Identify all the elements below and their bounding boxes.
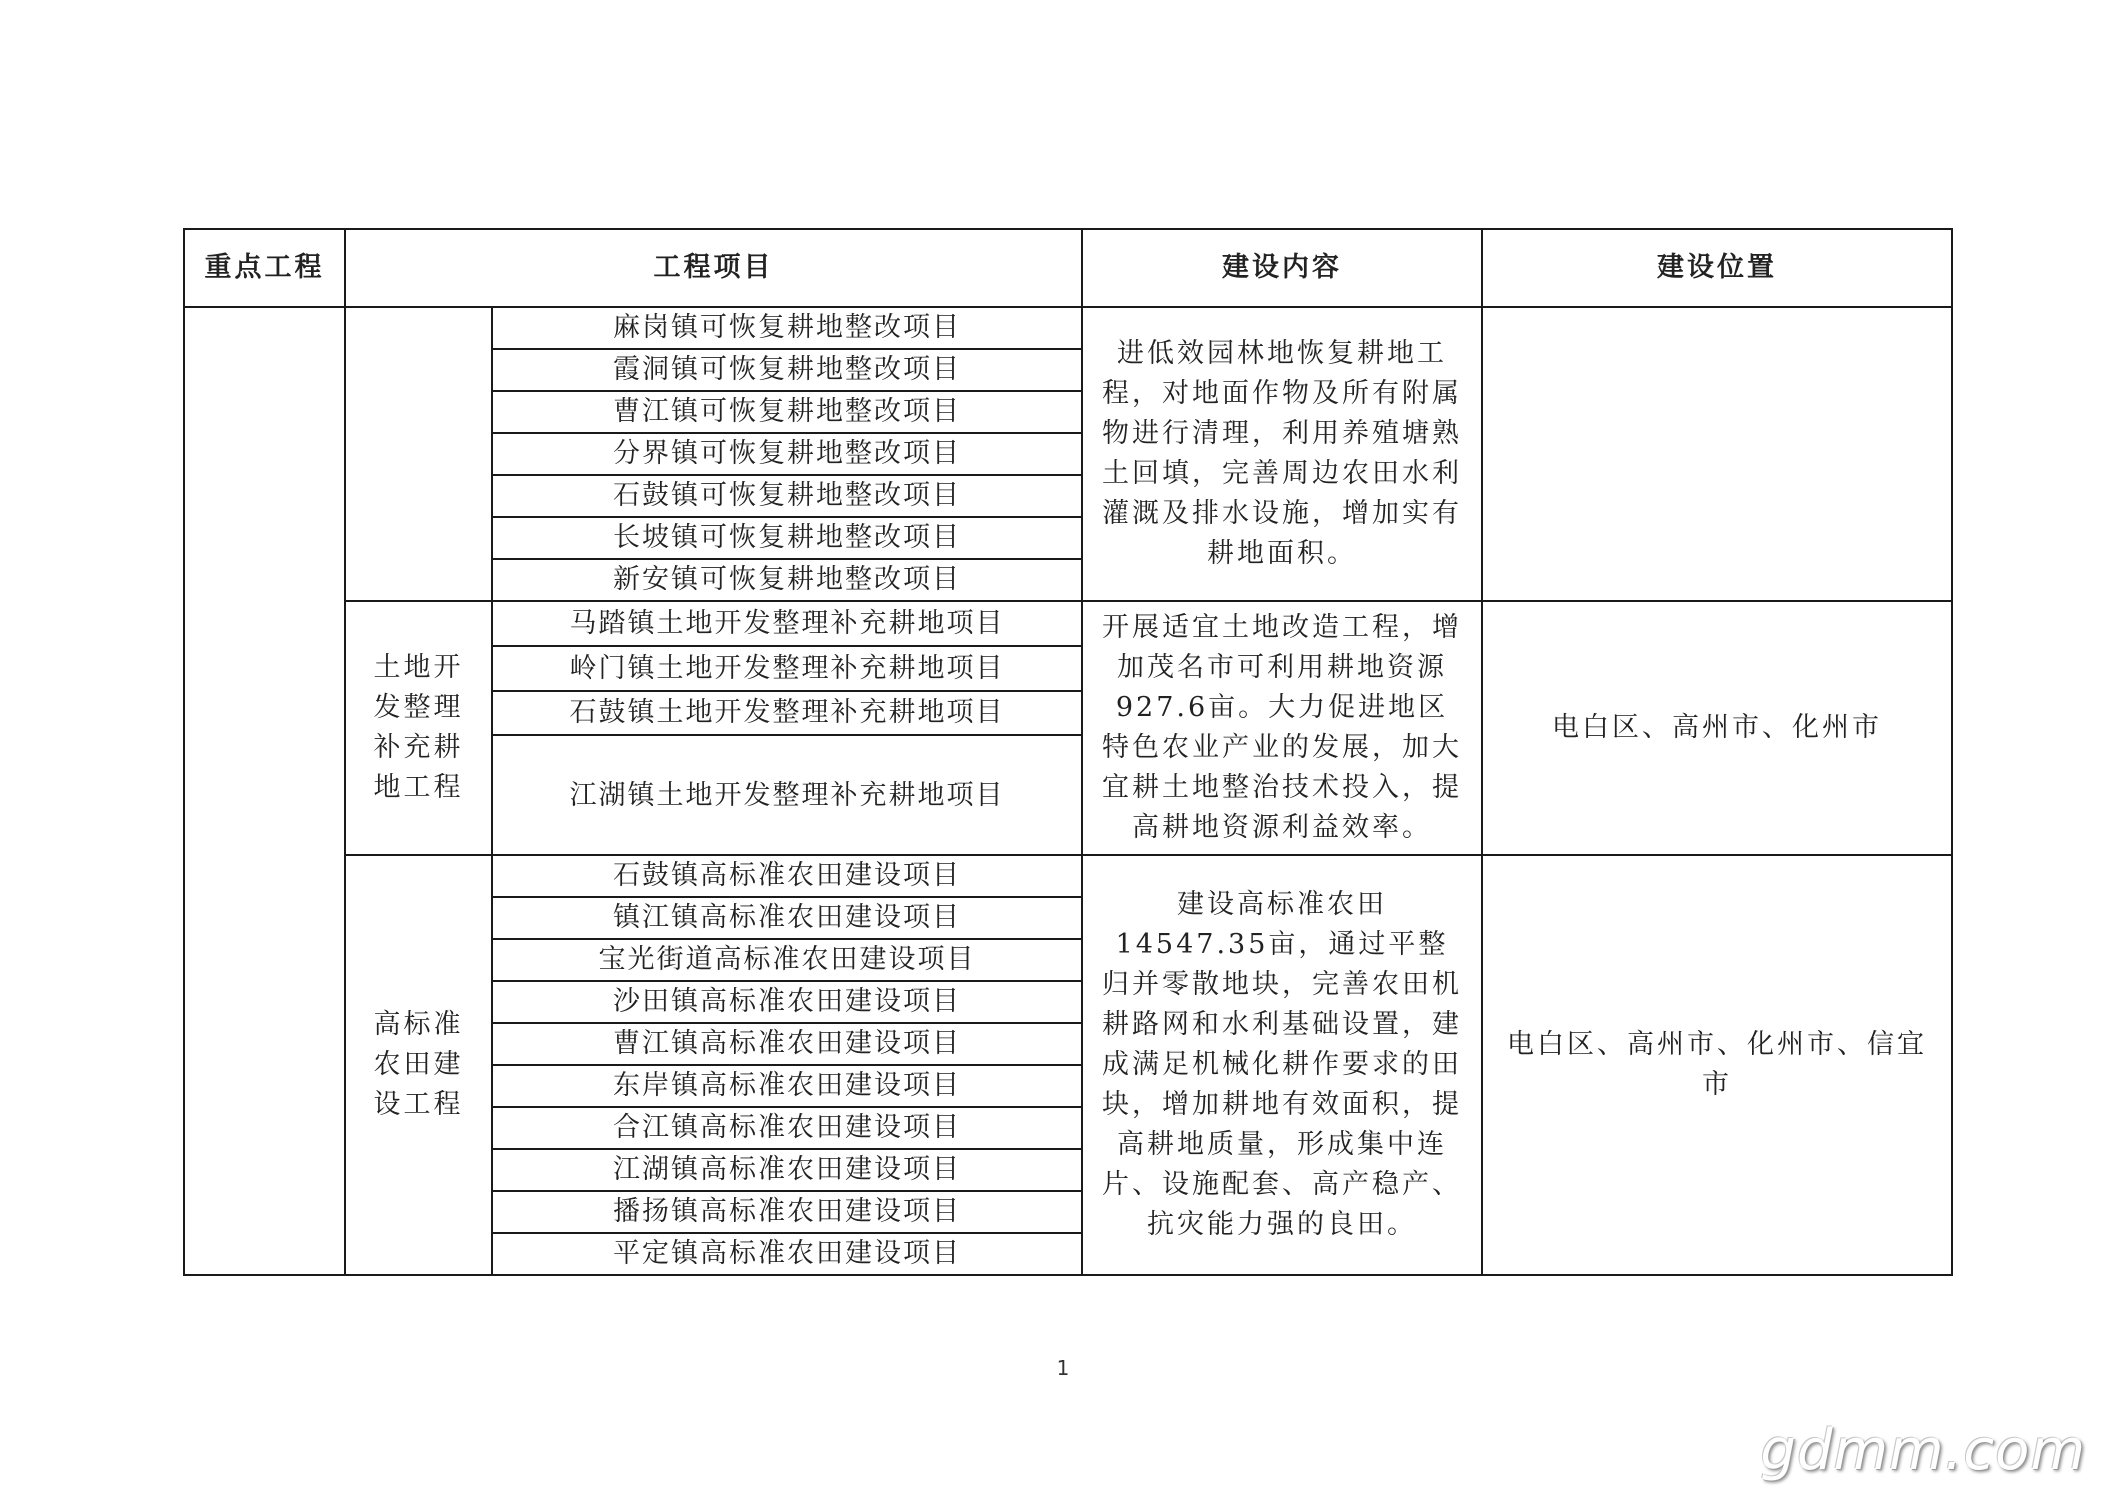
project-item: 石鼓镇高标准农田建设项目 — [492, 855, 1082, 897]
project-item: 霞洞镇可恢复耕地整改项目 — [492, 349, 1082, 391]
project-item: 曹江镇可恢复耕地整改项目 — [492, 391, 1082, 433]
key-project-cell — [184, 307, 345, 1275]
construction-content: 开展适宜土地改造工程，增加茂名市可利用耕地资源927.6亩。大力促进地区特色农业产业的发展，加大宜耕土地整治技术投入，提高耕地资源利益效率。 — [1082, 601, 1482, 855]
construction-location — [1482, 307, 1952, 601]
page-number: 1 — [1056, 1356, 1070, 1380]
table-row — [184, 855, 1952, 897]
header-construction-content: 建设内容 — [1082, 229, 1482, 307]
project-item: 石鼓镇可恢复耕地整改项目 — [492, 475, 1082, 517]
project-item: 麻岗镇可恢复耕地整改项目 — [492, 307, 1082, 349]
header-key-project: 重点工程 — [184, 229, 345, 307]
sub-project-title: 土地开发整理补充耕地工程 — [345, 601, 492, 855]
construction-location: 电白区、高州市、化州市、信宜市 — [1482, 855, 1952, 1275]
table-row — [184, 307, 1952, 349]
header-construction-location: 建设位置 — [1482, 229, 1952, 307]
project-item: 石鼓镇土地开发整理补充耕地项目 — [492, 691, 1082, 736]
construction-content: 建设高标准农田14547.35亩，通过平整归并零散地块，完善农田机耕路网和水利基础设置，建成满足机械化耕作要求的田块，增加耕地有效面积，提高耕地质量，形成集中连片、设施配套、高产稳产、抗灾能力强的良田。 — [1082, 855, 1482, 1275]
watermark-logo: gdmm.com — [1760, 1418, 2086, 1483]
table-row — [184, 601, 1952, 646]
header-project-item: 工程项目 — [345, 229, 1082, 307]
project-item: 宝光街道高标准农田建设项目 — [492, 939, 1082, 981]
project-table — [183, 228, 1953, 1276]
project-item: 江湖镇高标准农田建设项目 — [492, 1149, 1082, 1191]
project-item: 合江镇高标准农田建设项目 — [492, 1107, 1082, 1149]
table-header-row — [184, 229, 1952, 307]
project-item: 平定镇高标准农田建设项目 — [492, 1233, 1082, 1275]
project-item: 岭门镇土地开发整理补充耕地项目 — [492, 646, 1082, 691]
project-item: 沙田镇高标准农田建设项目 — [492, 981, 1082, 1023]
project-item: 江湖镇土地开发整理补充耕地项目 — [492, 735, 1082, 855]
construction-content: 进低效园林地恢复耕地工程，对地面作物及所有附属物进行清理，利用养殖塘熟土回填，完善周边农田水利灌溉及排水设施，增加实有耕地面积。 — [1082, 307, 1482, 601]
project-item: 新安镇可恢复耕地整改项目 — [492, 559, 1082, 601]
sub-project-title: 高标准农田建设工程 — [345, 855, 492, 1275]
project-item: 镇江镇高标准农田建设项目 — [492, 897, 1082, 939]
project-item: 马踏镇土地开发整理补充耕地项目 — [492, 601, 1082, 646]
project-item: 分界镇可恢复耕地整改项目 — [492, 433, 1082, 475]
sub-project-cell — [345, 307, 492, 601]
project-item: 东岸镇高标准农田建设项目 — [492, 1065, 1082, 1107]
construction-location: 电白区、高州市、化州市 — [1482, 601, 1952, 855]
project-item: 播扬镇高标准农田建设项目 — [492, 1191, 1082, 1233]
project-item: 曹江镇高标准农田建设项目 — [492, 1023, 1082, 1065]
project-item: 长坡镇可恢复耕地整改项目 — [492, 517, 1082, 559]
